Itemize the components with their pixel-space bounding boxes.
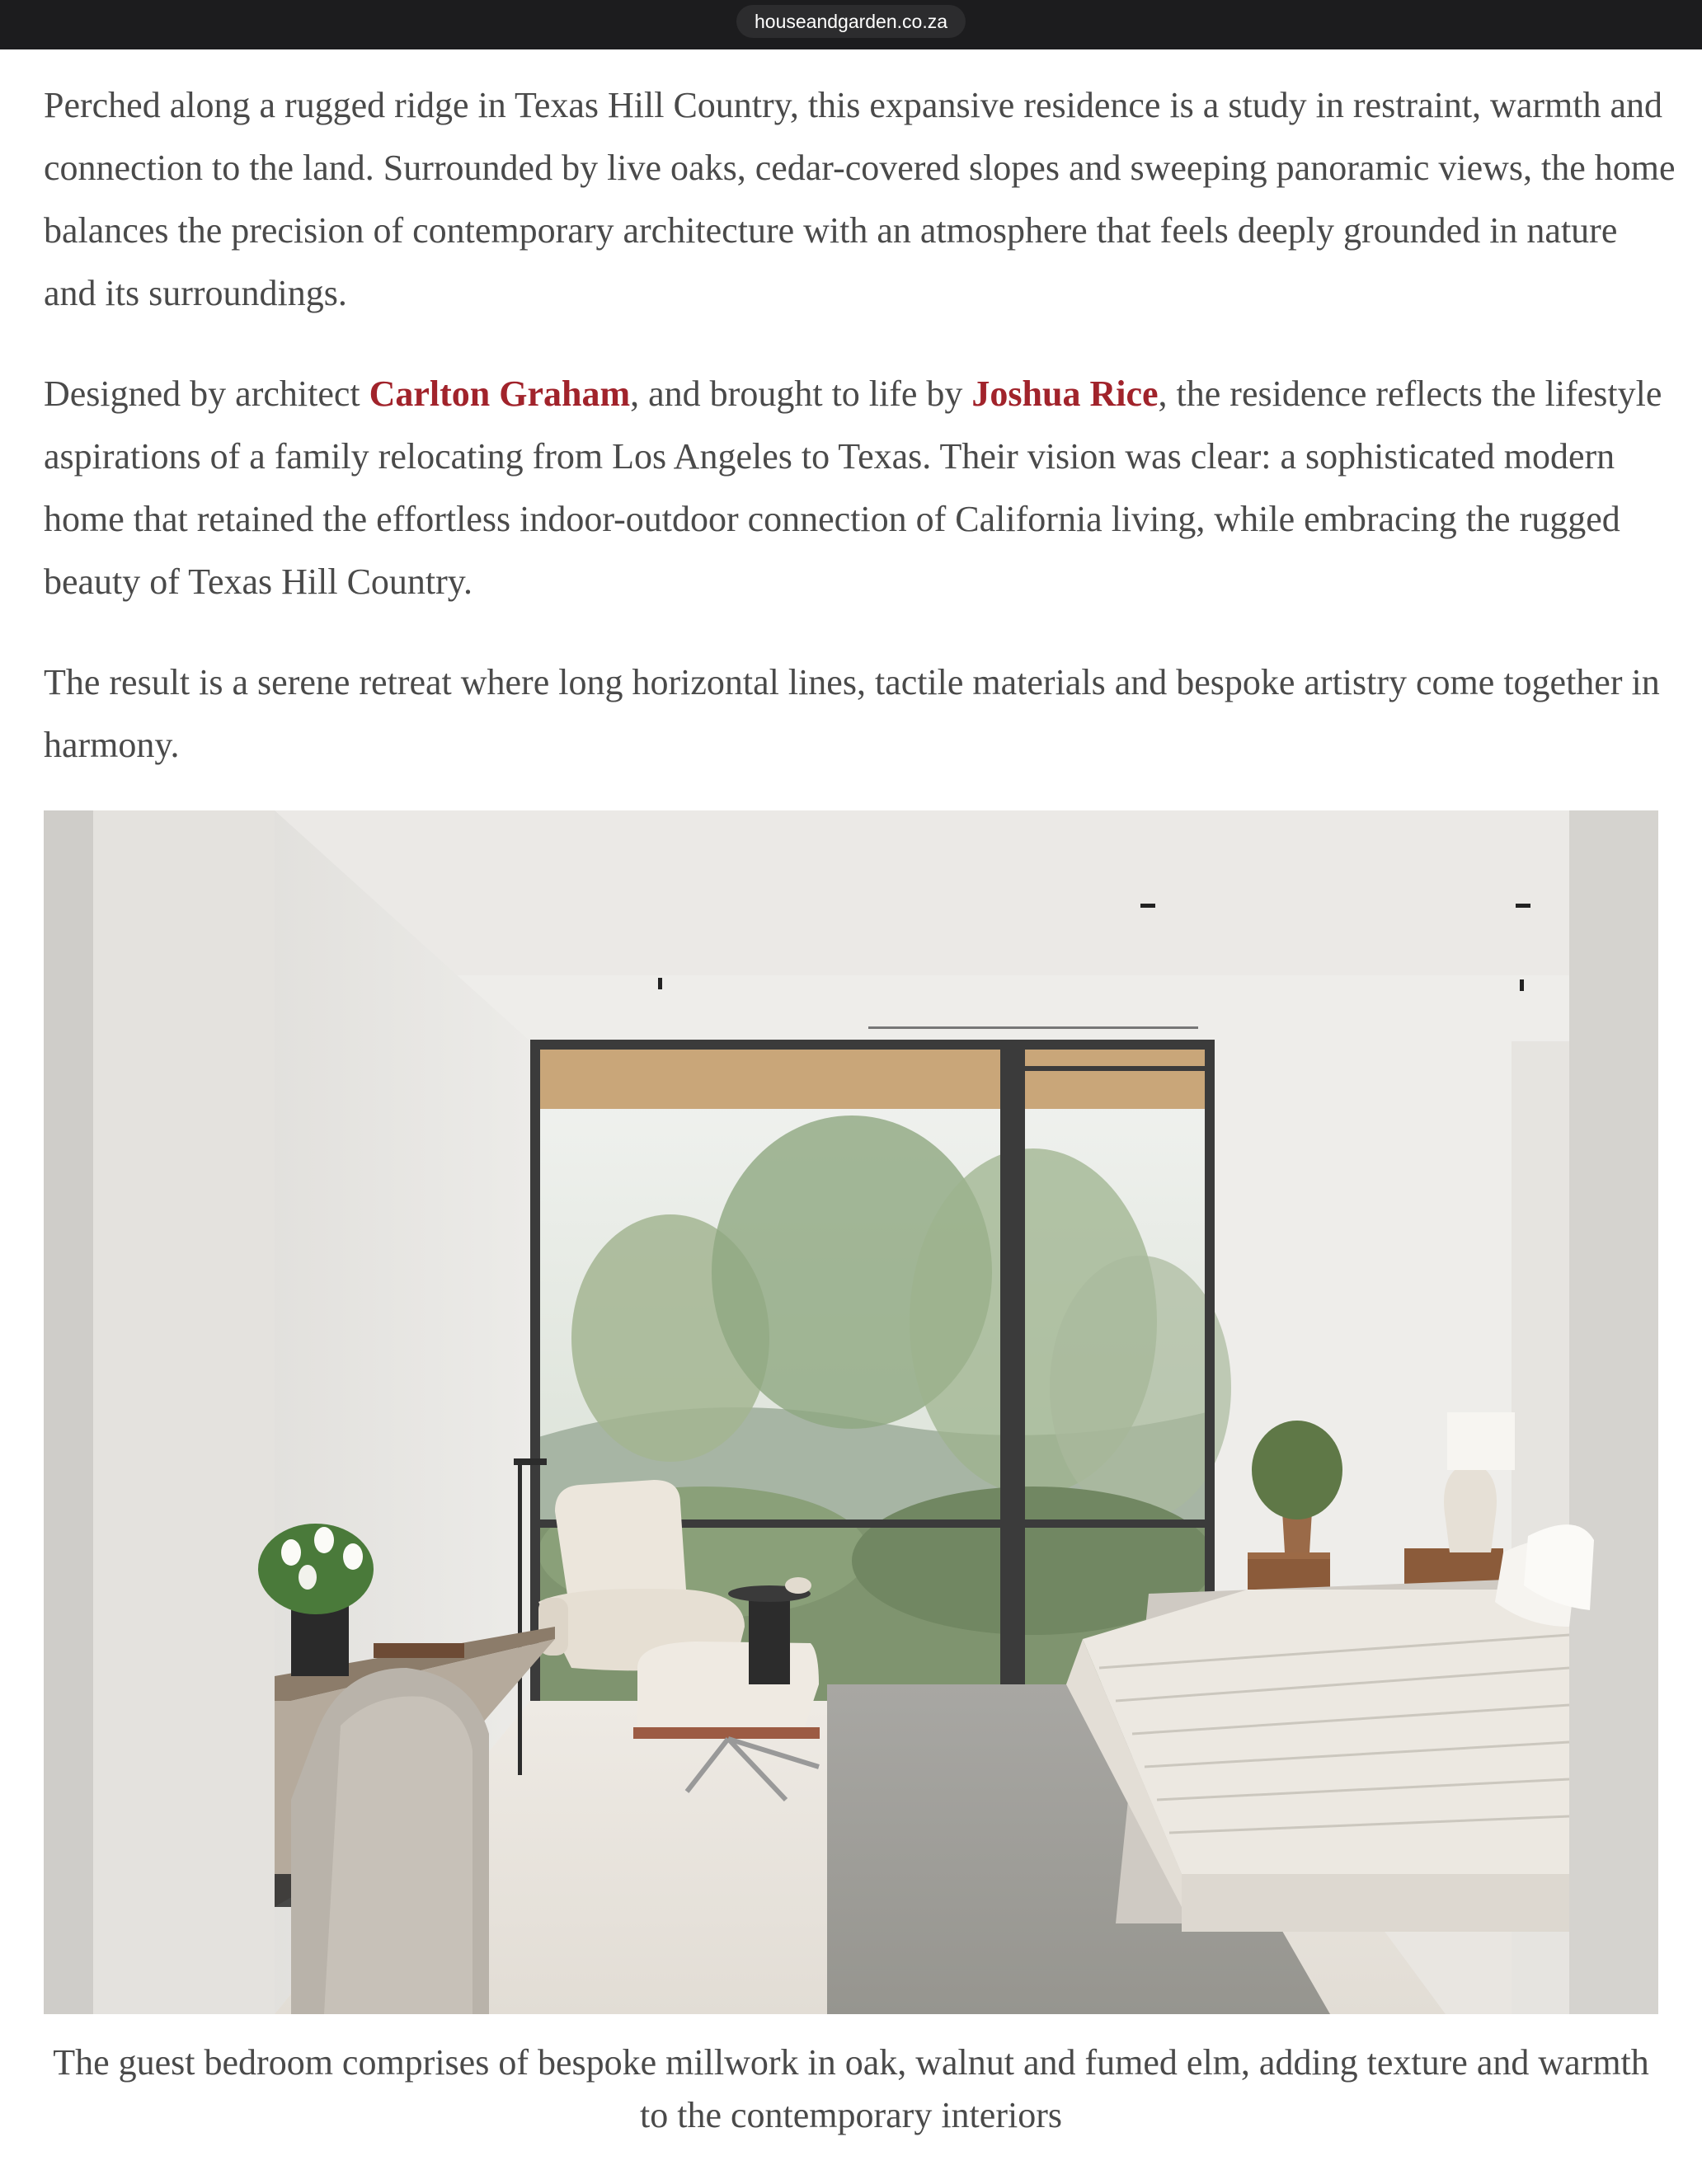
paragraph-2-middle: , and brought to life by (630, 373, 972, 414)
article-paragraph-3: The result is a serene retreat where long horizontal lines, tactile materials and bespoke artistry come together in harmony. (44, 662, 1660, 765)
paragraph-2-prefix: Designed by architect (44, 373, 369, 414)
bedroom-photo (44, 810, 1658, 2014)
architect-link[interactable]: Carlton Graham (369, 373, 631, 414)
designer-link[interactable]: Joshua Rice (971, 373, 1159, 414)
article-paragraph-2 (44, 363, 1676, 613)
paragraph-2-suffix: , the residence reflects the lifestyle aspirations of a family relocating from Los Angeles to Texas. Their vision was clear: a sophisticated modern home that retained the effortless indoor-outdoor connection of California living, while embracing the rugged beauty of Texas Hill Country. (44, 373, 1662, 602)
photo-caption: The guest bedroom comprises of bespoke millwork in oak, walnut and fumed elm, adding texture and warmth to the contemporary interiors (53, 2042, 1649, 2135)
article-paragraph-1: Perched along a rugged ridge in Texas Hill Country, this expansive residence is a study in restraint, warmth and connection to the land. Surrounded by live oaks, cedar-covered slopes and sweeping panoramic views, the home balances the precision of contemporary architecture with an atmosphere that feels deeply grounded in nature and its surroundings. (44, 85, 1676, 313)
url-bar[interactable]: houseandgarden.co.za (736, 5, 966, 38)
browser-top-bar (0, 0, 1702, 49)
